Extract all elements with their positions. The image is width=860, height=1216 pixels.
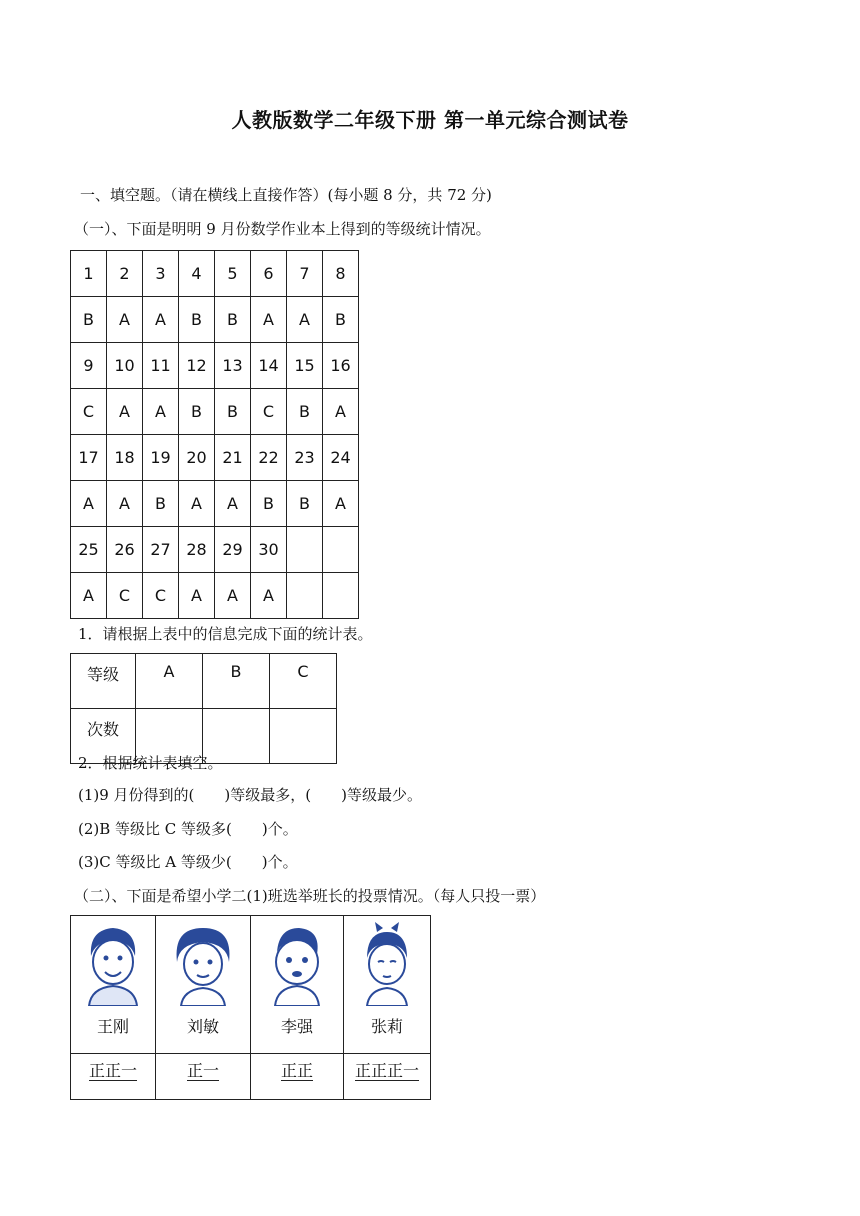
grade-cell: 5 [215, 251, 251, 297]
grade-cell: 3 [143, 251, 179, 297]
grade-number-row [71, 251, 359, 297]
grade-cell: 10 [107, 343, 143, 389]
grade-cell: C [107, 573, 143, 619]
candidate-cell [251, 916, 344, 1054]
grade-cell: A [215, 481, 251, 527]
grade-cell: A [143, 297, 179, 343]
grade-cell: 25 [71, 527, 107, 573]
grade-cell: B [71, 297, 107, 343]
grade-cell: A [323, 481, 359, 527]
grade-cell: 20 [179, 435, 215, 481]
grade-cell: 12 [179, 343, 215, 389]
grade-letter-row [71, 573, 359, 619]
grade-cell: B [323, 297, 359, 343]
grade-cell: A [107, 481, 143, 527]
grade-cell: 28 [179, 527, 215, 573]
grade-cell: 18 [107, 435, 143, 481]
grade-cell: 27 [143, 527, 179, 573]
grade-cell: 17 [71, 435, 107, 481]
grade-cell: 24 [323, 435, 359, 481]
grade-cell: A [323, 389, 359, 435]
grade-cell: 11 [143, 343, 179, 389]
grade-cell: A [287, 297, 323, 343]
grade-cell: 7 [287, 251, 323, 297]
part1-intro: （一）、下面是明明 9 月份数学作业本上得到的等级统计情况。 [74, 220, 491, 238]
grade-cell: B [287, 389, 323, 435]
grade-cell: C [143, 573, 179, 619]
vote-tally: 正正正一 [344, 1054, 431, 1100]
candidate-cell [156, 916, 251, 1054]
grade-cell: 13 [215, 343, 251, 389]
vote-tally: 正正一 [71, 1054, 156, 1100]
candidate-name: 王刚 [96, 1017, 129, 1036]
grade-cell: B [179, 389, 215, 435]
candidate-name: 刘敏 [186, 1017, 219, 1036]
grade-cell: B [179, 297, 215, 343]
grade-cell: B [215, 297, 251, 343]
vote-tally: 正一 [156, 1054, 251, 1100]
grade-cell: 2 [107, 251, 143, 297]
grade-letter-row [71, 481, 359, 527]
grade-number-row [71, 435, 359, 481]
grade-cell: C [251, 389, 287, 435]
grade-cell [287, 573, 323, 619]
grade-cell: B [143, 481, 179, 527]
grade-cell [287, 527, 323, 573]
vote-tally: 正正 [251, 1054, 344, 1100]
grade-cell: A [215, 573, 251, 619]
grade-cell: A [143, 389, 179, 435]
grade-number-row [71, 527, 359, 573]
stat-header-a: A [136, 654, 203, 709]
grade-cell: 16 [323, 343, 359, 389]
grade-cell: 30 [251, 527, 287, 573]
stat-header-b: B [203, 654, 270, 709]
candidate-name: 李强 [280, 1017, 313, 1036]
candidate-cell [71, 916, 156, 1054]
candidate-cell [344, 916, 431, 1054]
page-title: 人教版数学二年级下册 第一单元综合测试卷 [231, 108, 629, 132]
grade-letter-row [71, 297, 359, 343]
grade-number-row [71, 343, 359, 389]
grade-cell [323, 527, 359, 573]
stat-header-c: C [270, 654, 337, 709]
statistics-table [70, 653, 337, 764]
grade-cell: B [251, 481, 287, 527]
section-heading: 一、填空题。（请在横线上直接作答）(每小题 8 分，共 72 分) [80, 186, 492, 204]
grade-table [70, 250, 359, 619]
grade-cell: 14 [251, 343, 287, 389]
grade-cell: A [71, 573, 107, 619]
grade-cell: 4 [179, 251, 215, 297]
grade-letter-row [71, 389, 359, 435]
grade-cell: 1 [71, 251, 107, 297]
grade-cell: 19 [143, 435, 179, 481]
grade-cell: 23 [287, 435, 323, 481]
grade-cell: A [251, 573, 287, 619]
grade-cell: 29 [215, 527, 251, 573]
grade-cell: B [215, 389, 251, 435]
question-2-2: (2)B 等级比 C 等级多( )个。 [78, 820, 298, 838]
stat-row-label-count: 次数 [71, 709, 136, 764]
question-2-3: (3)C 等级比 A 等级少( )个。 [78, 853, 298, 871]
grade-cell [323, 573, 359, 619]
grade-cell: 15 [287, 343, 323, 389]
grade-cell: A [107, 297, 143, 343]
grade-cell: A [71, 481, 107, 527]
grade-cell: C [71, 389, 107, 435]
girl-portrait-icon [171, 922, 235, 1006]
grade-cell: A [179, 481, 215, 527]
grade-cell: 9 [71, 343, 107, 389]
boy-portrait-icon [81, 922, 145, 1006]
grade-cell: A [251, 297, 287, 343]
stat-header-grade: 等级 [71, 654, 136, 709]
candidate-name: 张莉 [370, 1017, 403, 1036]
boy-portrait-icon [265, 922, 329, 1006]
girl-portrait-icon [355, 922, 419, 1006]
grade-cell: 26 [107, 527, 143, 573]
part2-intro: （二）、下面是希望小学二(1)班选举班长的投票情况。（每人只投一票） [74, 887, 546, 905]
question-2: 2．根据统计表填空。 [78, 754, 223, 772]
grade-cell: A [107, 389, 143, 435]
grade-cell: 22 [251, 435, 287, 481]
grade-cell: B [287, 481, 323, 527]
question-2-1: (1)9 月份得到的( )等级最多，( )等级最少。 [78, 786, 422, 804]
grade-cell: 6 [251, 251, 287, 297]
stat-answer-c[interactable] [270, 709, 337, 764]
grade-cell: 8 [323, 251, 359, 297]
question-1: 1．请根据上表中的信息完成下面的统计表。 [78, 625, 373, 643]
grade-cell: A [179, 573, 215, 619]
vote-table [70, 915, 431, 1100]
grade-cell: 21 [215, 435, 251, 481]
